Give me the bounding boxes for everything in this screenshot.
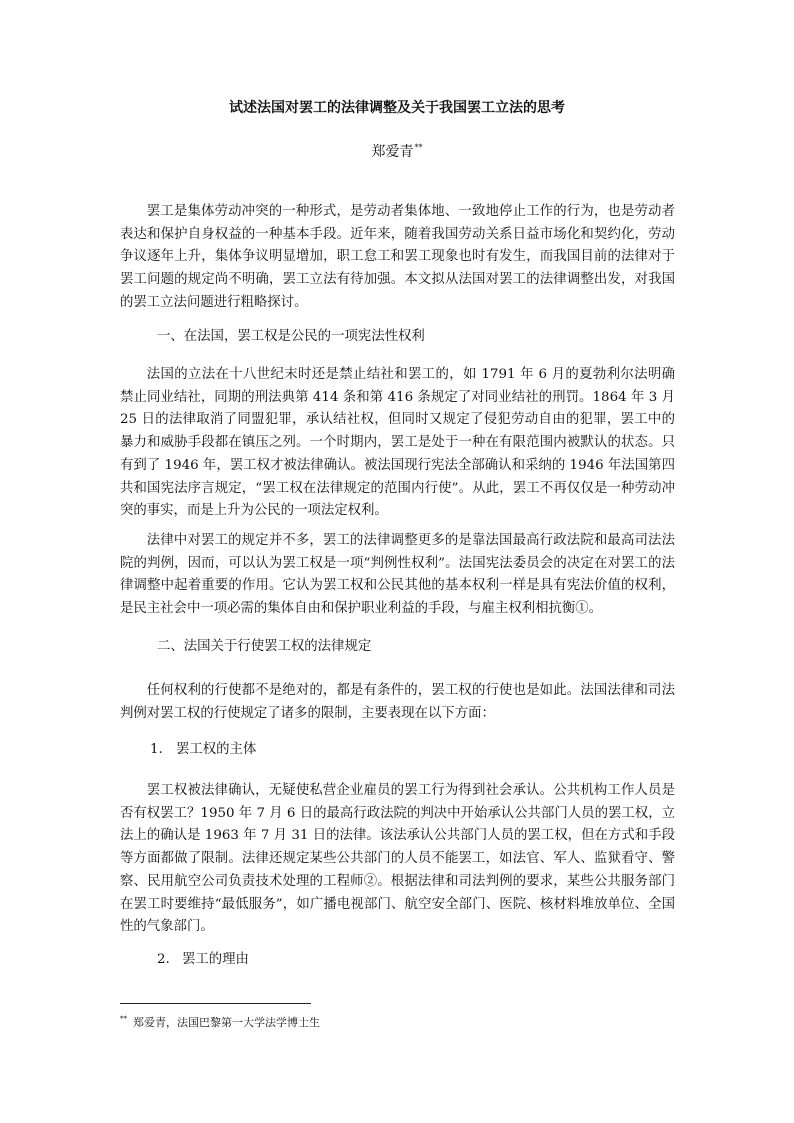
footnote <box>120 1011 320 1031</box>
paper-title: 试述法国对罢工的法律调整及关于我国罢工立法的思考 <box>229 100 565 116</box>
author-line <box>0 138 794 162</box>
body-paragraph-2: 法律中对罢工的规定并不多，罢工的法律调整更多的是靠法国最高行政法院和最高司法法院的判例，因而，可以认为罢工权是一项“判例性权利”。法国宪法委员会的决定在对罢工的法律调整中起着重要的作用。它认为罢工权和公民其他的基本权利一样是具有宪法价值的权利，是民主社会中一项必需的集体自由和保护职业利益的手段，与雇主权利相抗衡①。 <box>120 533 675 617</box>
section-heading-2: 二、法国关于行使罢工权的法律规定 <box>157 639 372 654</box>
subheading-1 <box>150 740 256 760</box>
footnote-text: 郑爱青，法国巴黎第一大学法学博士生 <box>133 1016 320 1029</box>
footnote-divider <box>120 1003 311 1004</box>
subheading-2-text: 罢工的理由 <box>182 952 249 967</box>
author-footnote-mark: ** <box>414 143 423 152</box>
body-paragraph-3: 任何权利的行使都不是绝对的，都是有条件的，罢工权的行使也是如此。法国法律和司法判例对罢工权的行使规定了诸多的限制，主要表现在以下方面： <box>120 683 675 721</box>
subheading-2-number: 2. <box>157 952 170 967</box>
author-name: 郑爱青 <box>371 144 414 160</box>
section-heading-1: 一、在法国，罢工权是公民的一项宪法性权利 <box>157 329 425 344</box>
intro-paragraph: 罢工是集体劳动冲突的一种形式，是劳动者集体地、一致地停止工作的行为，也是劳动者表达和保护自身权益的一种基本手段。近年来，随着我国劳动关系日益市场化和契约化，劳动争议逐年上升，集体争议明显增加，职工怠工和罢工现象也时有发生，而我国目前的法律对于罢工问题的规定尚不明确，罢工立法有待加强。本文拟从法国对罢工的法律调整出发，对我国的罢工立法问题进行粗略探讨。 <box>120 204 675 310</box>
subheading-1-number: 1. <box>150 742 163 757</box>
subheading-1-text: 罢工权的主体 <box>176 742 257 757</box>
footnote-mark: ** <box>120 1015 127 1023</box>
subheading-2 <box>157 950 249 970</box>
body-paragraph-4: 罢工权被法律确认，无疑使私营企业雇员的罢工行为得到社会承认。公共机构工作人员是否有权罢工？1950 年 7 月 6 日的最高行政法院的判决中开始承认公共部门人员的罢工权，立法上的确认是 1963 年 7 月 31 日的法律。该法承认公共部门人员的罢工权，但在方式和手段等方面都做了限制。法律还规定某些公共部门的人员不能罢工，如法官、军人、监狱看守、警察、民用航空公司负责技术处理的工程师②。根据法律和司法判例的要求，某些公共服务部门在罢工时要维持“最低服务”，如广播电视部门、航空安全部门、医院、核材料堆放单位、全国性的气象部门。 <box>120 783 675 935</box>
body-paragraph-1: 法国的立法在十八世纪末时还是禁止结社和罢工的，如 1791 年 6 月的夏勃利尔法明确禁止同业结社，同期的刑法典第 414 条和第 416 条规定了对同业结社的刑罚。1864 年 3 月 25 日的法律取消了同盟犯罪，承认结社权，但同时又规定了侵犯劳动自由的犯罪，罢工中的暴力和威胁手段都在镇压之列。一个时期内，罢工是处于一种在有限范围内被默认的状态。只有到了 1946 年，罢工权才被法律确认。被法国现行宪法全部确认和采纳的 1946 年法国第四共和国宪法序言规定，“罢工权在法律规定的范围内行使”。从此，罢工不再仅仅是一种劳动冲突的事实，而是上升为公民的一项法定权利。 <box>120 367 675 519</box>
